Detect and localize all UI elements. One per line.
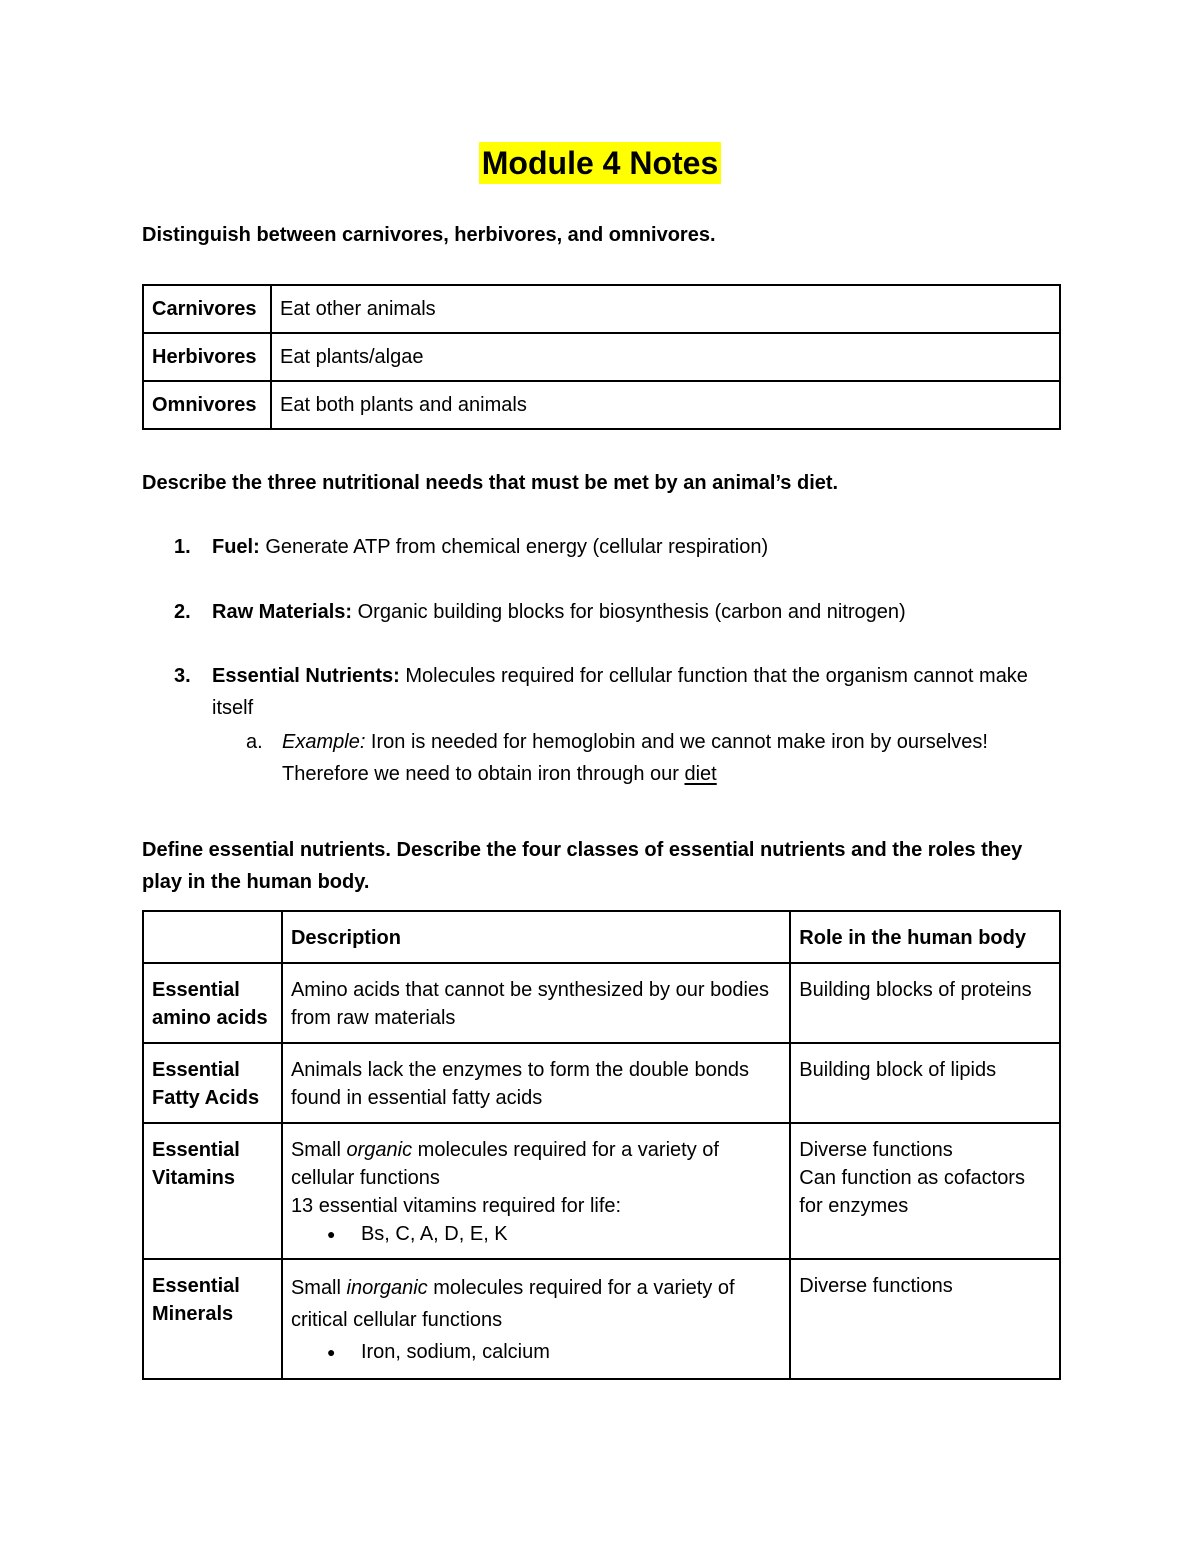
question-2: Describe the three nutritional needs that must be met by an animal’s diet.	[142, 472, 839, 494]
nutrient-class: Essential Vitamins	[143, 1123, 282, 1259]
example-underlined: diet	[684, 763, 717, 785]
nutrient-class: Essential Fatty Acids	[143, 1043, 282, 1123]
nutrient-description	[282, 1259, 790, 1379]
nutrient-description: Amino acids that cannot be synthesized by our bodies from raw materials	[282, 963, 790, 1043]
table-row	[143, 1043, 1060, 1123]
list-item	[174, 660, 1054, 724]
nutrient-role: Diverse functions	[790, 1259, 1060, 1379]
need-text: Molecules required for cellular function that the organism cannot make itself	[212, 665, 1028, 719]
list-item	[174, 531, 1054, 563]
table-row	[143, 1259, 1060, 1379]
question-3: Define essential nutrients. Describe the four classes of essential nutrients and the roles they play in the human body.	[142, 839, 1023, 893]
need-text: Organic building blocks for biosynthesis (carbon and nitrogen)	[352, 601, 906, 623]
desc-line-2: 13 essential vitamins required for life:	[290, 1195, 622, 1217]
nutrient-description	[282, 1123, 790, 1259]
desc-post: molecules required for a variety of critical cellular functions	[290, 1277, 735, 1331]
list-number: 2.	[174, 601, 191, 623]
diet-term: Omnivores	[143, 381, 271, 429]
nutrient-role	[790, 1123, 1060, 1259]
nutrient-role: Building blocks of proteins	[790, 963, 1060, 1043]
desc-post: molecules required for a variety of cellular functions	[290, 1139, 719, 1189]
table-header-row	[143, 911, 1060, 963]
title-container	[0, 142, 1200, 184]
diet-definition: Eat both plants and animals	[271, 381, 1060, 429]
nutrient-class: Essential Minerals	[143, 1259, 282, 1379]
role-line-1: Diverse functions	[799, 1139, 953, 1161]
example-label: Example:	[282, 731, 366, 753]
header-cell: Role in the human body	[790, 911, 1060, 963]
bullet-item: ● Bs, C, A, D, E, K	[291, 1220, 781, 1248]
need-label: Fuel:	[212, 536, 260, 558]
desc-emphasis: organic	[346, 1139, 413, 1161]
list-number: 3.	[174, 665, 191, 687]
table-row	[143, 1123, 1060, 1259]
diet-term: Herbivores	[143, 333, 271, 381]
diet-table	[142, 284, 1061, 430]
need-label: Essential Nutrients:	[212, 665, 400, 687]
example-text: Iron is needed for hemoglobin and we cannot make iron by ourselves! Therefore we need to obtain iron through our	[282, 731, 988, 785]
diet-definition: Eat plants/algae	[271, 333, 1060, 381]
desc-emphasis: inorganic	[346, 1277, 428, 1299]
diet-definition: Eat other animals	[271, 285, 1060, 333]
header-cell	[143, 911, 282, 963]
sub-list-letter: a.	[246, 731, 263, 753]
nutrient-table	[142, 910, 1061, 1380]
nutrient-class: Essential amino acids	[143, 963, 282, 1043]
page-title: Module 4 Notes	[479, 142, 721, 184]
header-cell: Description	[282, 911, 790, 963]
table-row	[143, 963, 1060, 1043]
desc-pre: Small	[290, 1277, 347, 1299]
table-row	[143, 333, 1060, 381]
nutrient-role: Building block of lipids	[790, 1043, 1060, 1123]
desc-pre: Small	[290, 1139, 347, 1161]
need-text: Generate ATP from chemical energy (cellular respiration)	[259, 536, 769, 558]
sub-list-item	[246, 726, 1046, 790]
nutrient-description: Animals lack the enzymes to form the double bonds found in essential fatty acids	[282, 1043, 790, 1123]
diet-term: Carnivores	[143, 285, 271, 333]
question-1: Distinguish between carnivores, herbivores, and omnivores.	[142, 224, 716, 246]
list-number: 1.	[174, 536, 191, 558]
table-row	[143, 285, 1060, 333]
table-row	[143, 381, 1060, 429]
bullet-item: ● Iron, sodium, calcium	[291, 1336, 781, 1368]
need-label: Raw Materials:	[212, 601, 353, 623]
list-item	[174, 596, 1054, 628]
role-line-2: Can function as cofactors for enzymes	[799, 1167, 1025, 1217]
